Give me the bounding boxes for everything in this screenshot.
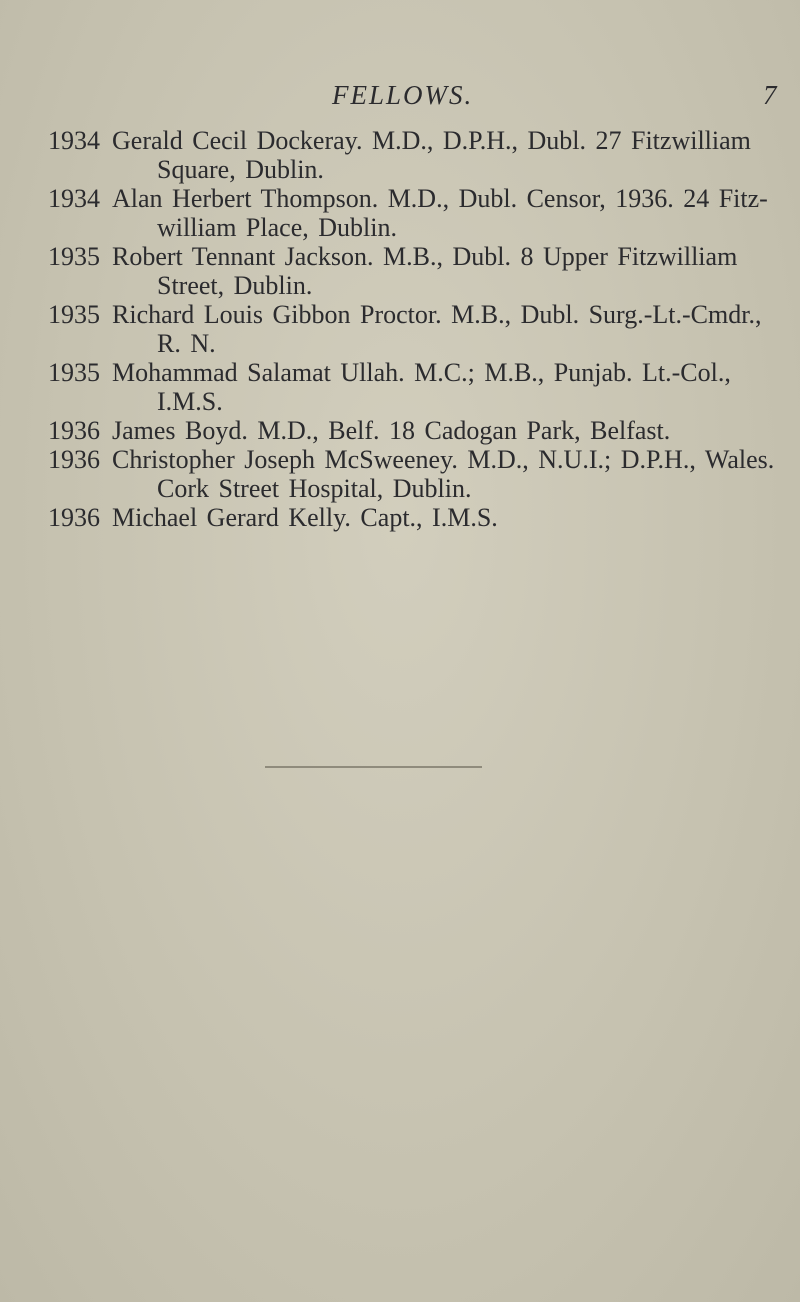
fellows-list — [48, 126, 776, 532]
entry-line: I.M.S. — [157, 387, 223, 416]
entry-line: Square, Dublin. — [157, 155, 324, 184]
list-item — [48, 503, 776, 532]
page-header — [0, 80, 800, 120]
section-divider — [265, 766, 482, 768]
entry-line: Cork Street Hospital, Dublin. — [157, 474, 472, 503]
entry-line: Christopher Joseph McSweeney. M.D., N.U.I.; D.P.H., Wales. — [112, 445, 775, 474]
entry-year: 1936 — [48, 503, 100, 532]
list-item — [48, 242, 776, 300]
list-item — [48, 416, 776, 445]
entry-line: R. N. — [157, 329, 216, 358]
entry-year: 1935 — [48, 242, 100, 271]
entry-line: Mohammad Salamat Ullah. M.C.; M.B., Punjab. Lt.-Col., — [112, 358, 731, 387]
running-title: FELLOWS. — [332, 80, 474, 110]
list-item — [48, 445, 776, 503]
page-number: 7 — [763, 80, 777, 110]
entry-text — [112, 358, 776, 416]
entry-line: Gerald Cecil Dockeray. M.D., D.P.H., Dubl. 27 Fitzwilliam — [112, 126, 751, 155]
entry-text — [112, 184, 776, 242]
list-item — [48, 358, 776, 416]
entry-text — [112, 416, 776, 445]
entry-text — [112, 242, 776, 300]
entry-year: 1935 — [48, 358, 100, 387]
entry-line: Alan Herbert Thompson. M.D., Dubl. Censor, 1936. 24 Fitz- — [112, 184, 768, 213]
entry-line: Robert Tennant Jackson. M.B., Dubl. 8 Upper Fitzwilliam — [112, 242, 738, 271]
entry-year: 1934 — [48, 184, 100, 213]
list-item — [48, 300, 776, 358]
entry-year: 1936 — [48, 445, 100, 474]
entry-line: James Boyd. M.D., Belf. 18 Cadogan Park, Belfast. — [112, 416, 671, 445]
list-item — [48, 184, 776, 242]
entry-line: Richard Louis Gibbon Proctor. M.B., Dubl. Surg.-Lt.-Cmdr., — [112, 300, 762, 329]
entry-text — [112, 503, 776, 532]
list-item — [48, 126, 776, 184]
entry-text — [112, 300, 776, 358]
entry-line: william Place, Dublin. — [157, 213, 397, 242]
entry-line: Street, Dublin. — [157, 271, 313, 300]
entry-year: 1935 — [48, 300, 100, 329]
entry-year: 1936 — [48, 416, 100, 445]
entry-text — [112, 126, 776, 184]
entry-year: 1934 — [48, 126, 100, 155]
entry-text — [112, 445, 776, 503]
entry-line: Michael Gerard Kelly. Capt., I.M.S. — [112, 503, 498, 532]
